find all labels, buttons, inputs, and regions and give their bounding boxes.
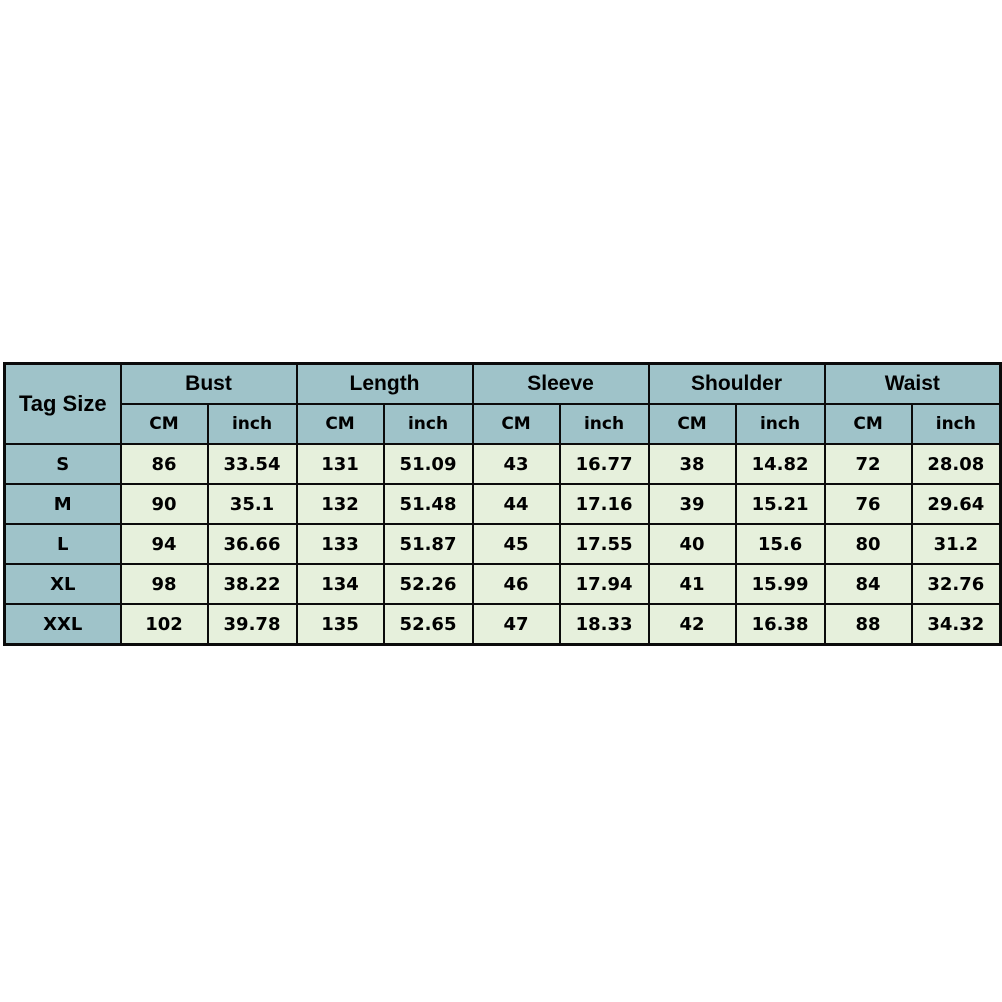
value-cell: 38 <box>649 444 736 484</box>
value-cell: 15.99 <box>736 564 825 604</box>
value-cell: 51.87 <box>384 524 473 564</box>
unit-header-waist-inch: inch <box>912 404 1001 444</box>
value-cell: 41 <box>649 564 736 604</box>
value-cell: 18.33 <box>560 604 649 645</box>
table-row-l <box>5 524 1001 564</box>
size-label-xl: XL <box>5 564 121 604</box>
value-cell: 98 <box>121 564 208 604</box>
value-cell: 17.94 <box>560 564 649 604</box>
value-cell: 94 <box>121 524 208 564</box>
value-cell: 44 <box>473 484 560 524</box>
value-cell: 17.55 <box>560 524 649 564</box>
value-cell: 76 <box>825 484 912 524</box>
unit-header-shoulder-cm: CM <box>649 404 736 444</box>
unit-header-sleeve-cm: CM <box>473 404 560 444</box>
value-cell: 39 <box>649 484 736 524</box>
unit-header-sleeve-inch: inch <box>560 404 649 444</box>
value-cell: 45 <box>473 524 560 564</box>
group-header-shoulder: Shoulder <box>649 364 825 405</box>
value-cell: 17.16 <box>560 484 649 524</box>
value-cell: 134 <box>297 564 384 604</box>
value-cell: 29.64 <box>912 484 1001 524</box>
size-label-m: M <box>5 484 121 524</box>
size-label-xxl: XXL <box>5 604 121 645</box>
value-cell: 16.77 <box>560 444 649 484</box>
unit-header-bust-cm: CM <box>121 404 208 444</box>
table-row-xxl <box>5 604 1001 645</box>
unit-header-length-inch: inch <box>384 404 473 444</box>
value-cell: 88 <box>825 604 912 645</box>
value-cell: 28.08 <box>912 444 1001 484</box>
value-cell: 31.2 <box>912 524 1001 564</box>
value-cell: 14.82 <box>736 444 825 484</box>
value-cell: 51.48 <box>384 484 473 524</box>
value-cell: 102 <box>121 604 208 645</box>
corner-cell-tag-size: Tag Size <box>5 364 121 445</box>
unit-header-row <box>5 404 1001 444</box>
value-cell: 133 <box>297 524 384 564</box>
value-cell: 43 <box>473 444 560 484</box>
group-header-bust: Bust <box>121 364 297 405</box>
value-cell: 131 <box>297 444 384 484</box>
value-cell: 33.54 <box>208 444 297 484</box>
value-cell: 46 <box>473 564 560 604</box>
table-row-xl <box>5 564 1001 604</box>
value-cell: 52.26 <box>384 564 473 604</box>
value-cell: 47 <box>473 604 560 645</box>
unit-header-waist-cm: CM <box>825 404 912 444</box>
value-cell: 135 <box>297 604 384 645</box>
size-chart-container <box>3 362 1002 646</box>
size-label-s: S <box>5 444 121 484</box>
value-cell: 15.6 <box>736 524 825 564</box>
value-cell: 80 <box>825 524 912 564</box>
value-cell: 51.09 <box>384 444 473 484</box>
value-cell: 38.22 <box>208 564 297 604</box>
value-cell: 90 <box>121 484 208 524</box>
value-cell: 39.78 <box>208 604 297 645</box>
value-cell: 52.65 <box>384 604 473 645</box>
unit-header-length-cm: CM <box>297 404 384 444</box>
value-cell: 84 <box>825 564 912 604</box>
group-header-sleeve: Sleeve <box>473 364 649 405</box>
size-chart-table <box>3 362 1002 646</box>
group-header-waist: Waist <box>825 364 1001 405</box>
value-cell: 86 <box>121 444 208 484</box>
unit-header-shoulder-inch: inch <box>736 404 825 444</box>
value-cell: 36.66 <box>208 524 297 564</box>
group-header-length: Length <box>297 364 473 405</box>
value-cell: 32.76 <box>912 564 1001 604</box>
value-cell: 132 <box>297 484 384 524</box>
value-cell: 16.38 <box>736 604 825 645</box>
value-cell: 35.1 <box>208 484 297 524</box>
unit-header-bust-inch: inch <box>208 404 297 444</box>
group-header-row <box>5 364 1001 405</box>
value-cell: 34.32 <box>912 604 1001 645</box>
size-label-l: L <box>5 524 121 564</box>
table-row-m <box>5 484 1001 524</box>
value-cell: 15.21 <box>736 484 825 524</box>
value-cell: 42 <box>649 604 736 645</box>
table-row-s <box>5 444 1001 484</box>
value-cell: 40 <box>649 524 736 564</box>
value-cell: 72 <box>825 444 912 484</box>
